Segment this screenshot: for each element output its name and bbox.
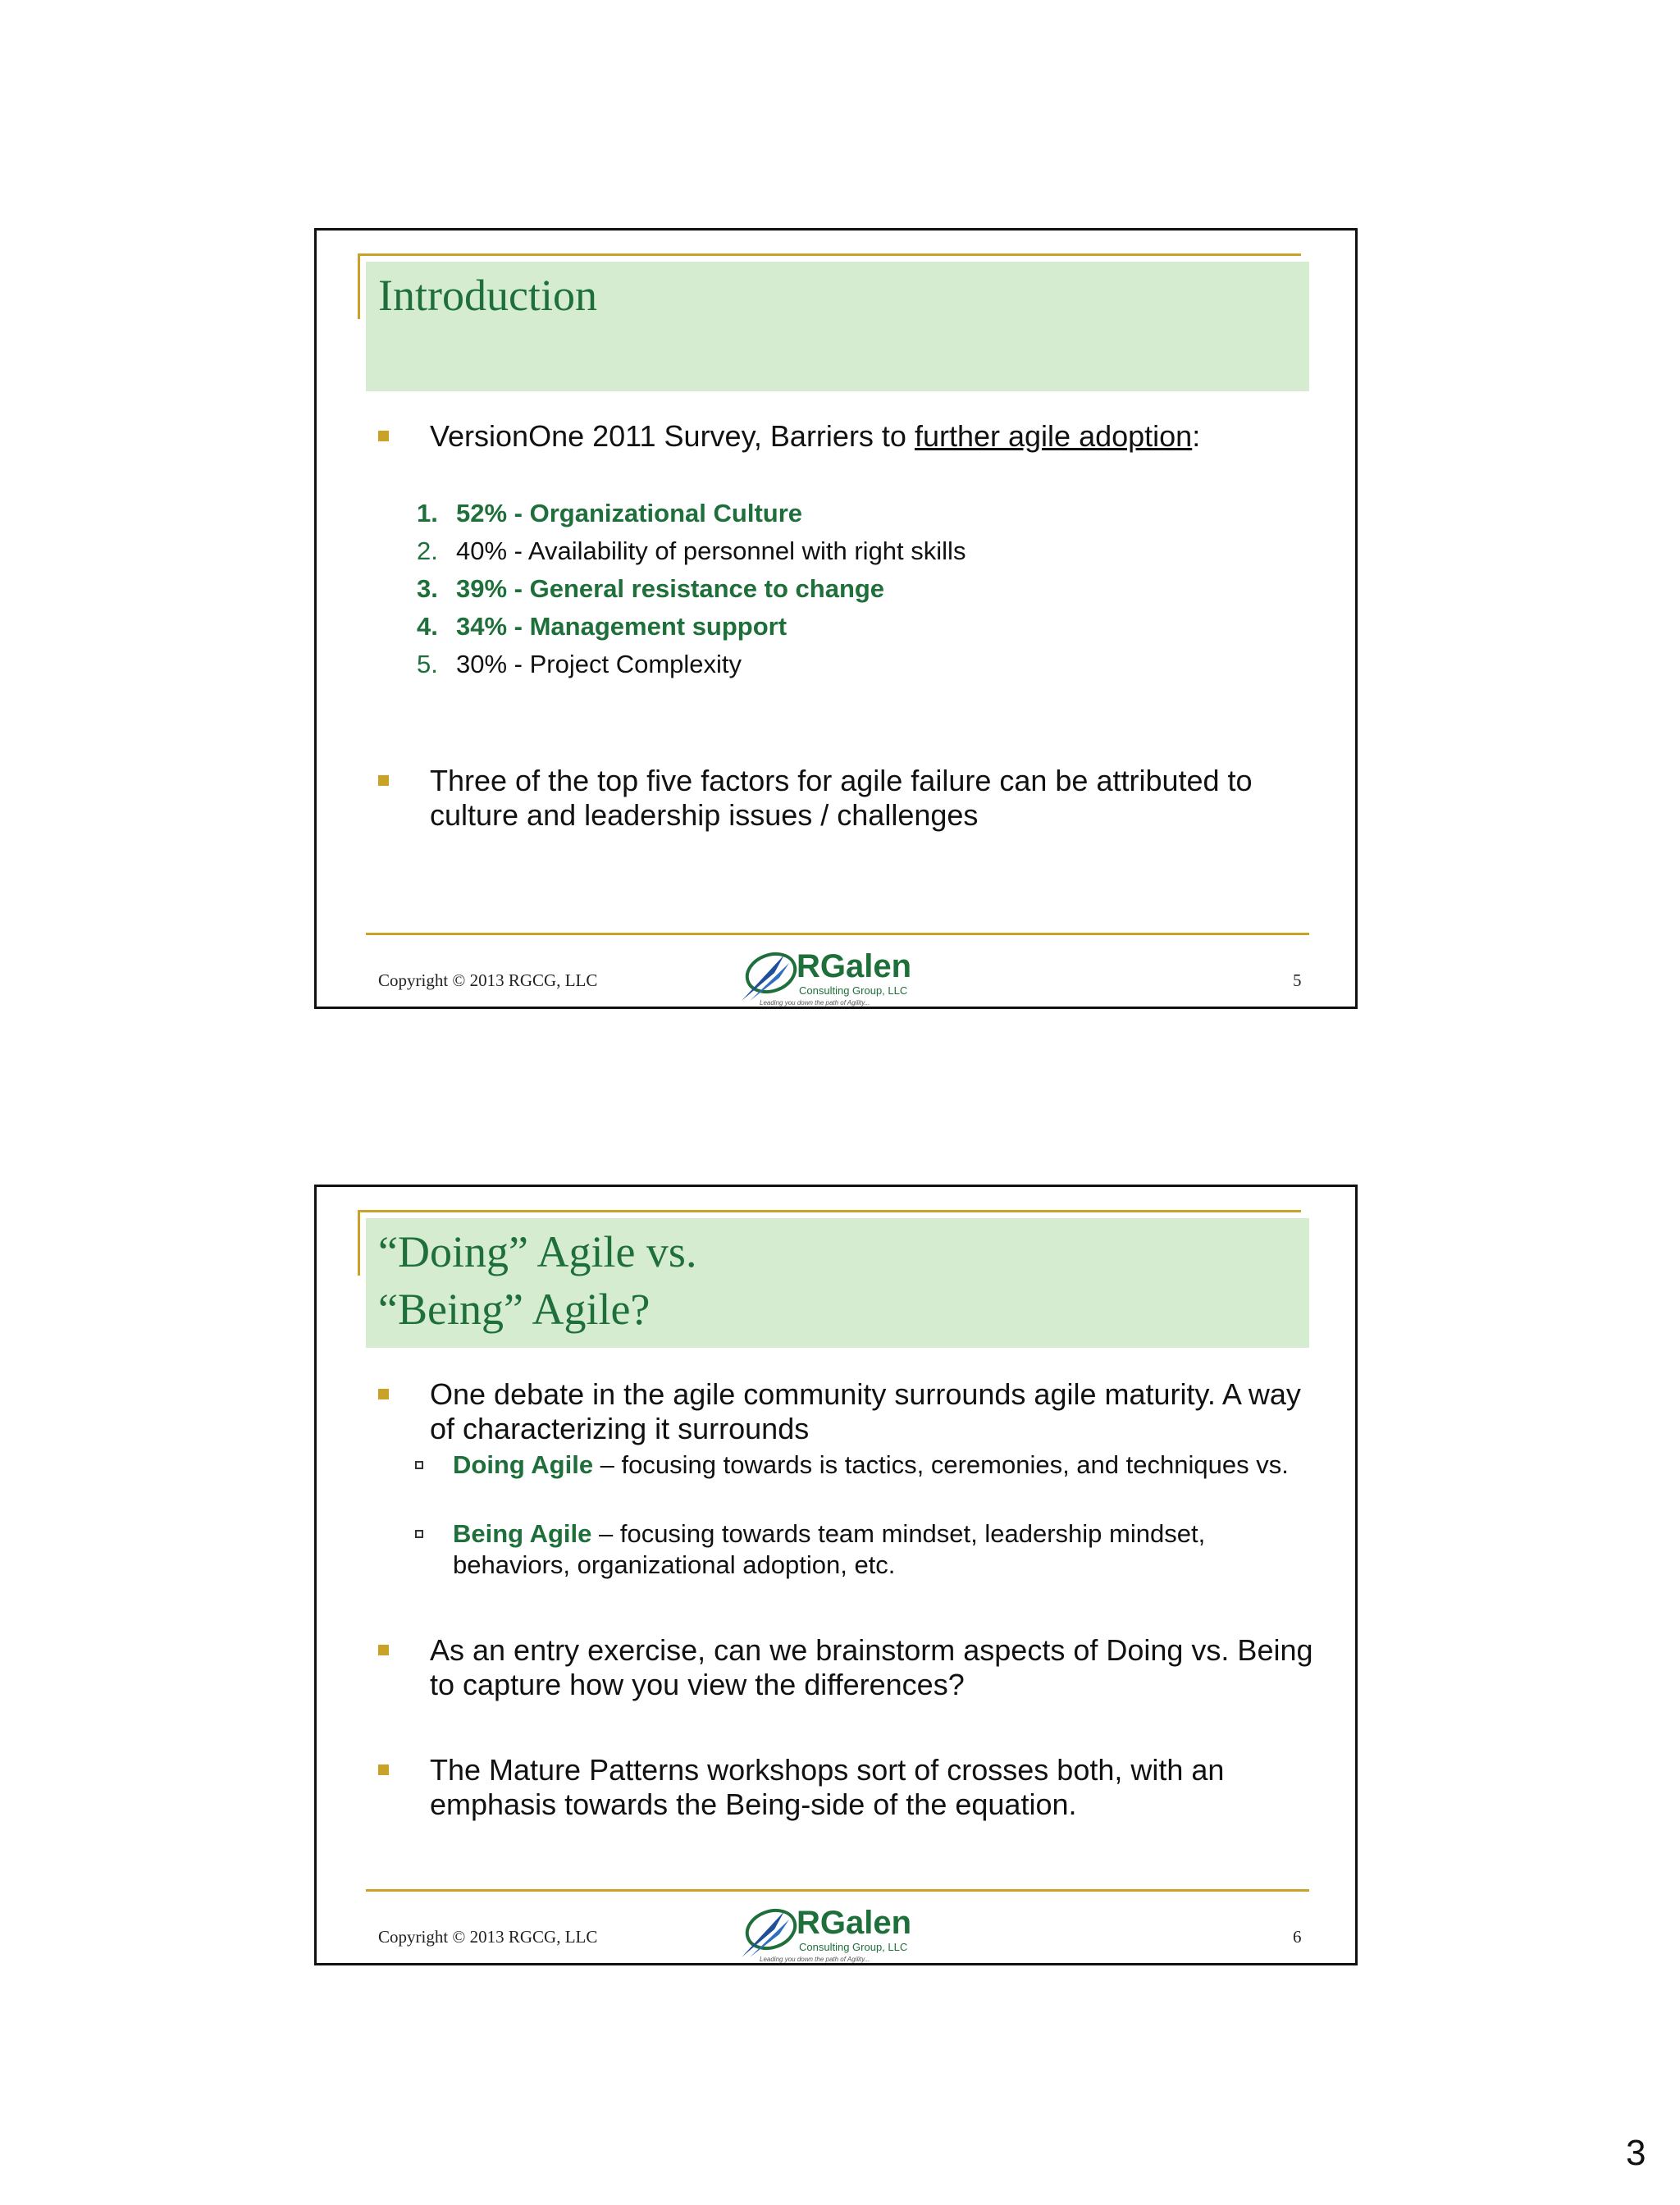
sheet-number: 3 (1626, 2133, 1646, 2173)
slide-title-line-1: “Doing” Agile vs. (378, 1227, 697, 1276)
rgalen-swoosh-icon (735, 948, 801, 1006)
accent-line-top (358, 1210, 1301, 1212)
accent-line-left (358, 253, 360, 319)
logo-tagline: Leading you down the path of Agility... (760, 999, 870, 1007)
slide-title-line-2: “Being” Agile? (378, 1285, 651, 1334)
bullet-text-suffix: : (1192, 419, 1201, 453)
sub-bullet-lead: Being Agile (453, 1519, 592, 1548)
footer-line (366, 933, 1309, 935)
logo-subtitle: Consulting Group, LLC (799, 1941, 908, 1953)
rgalen-swoosh-icon (735, 1905, 801, 1962)
footer-line (366, 1889, 1309, 1892)
logo-tagline: Leading you down the path of Agility... (760, 1956, 870, 1963)
page-number: 6 (1293, 1927, 1302, 1947)
sub-bullet-text: – focusing towards is tactics, ceremonies, and techniques vs. (593, 1450, 1289, 1479)
copyright: Copyright © 2013 RGCG, LLC (378, 970, 598, 990)
slide-title: Introduction (378, 271, 597, 320)
slide-2: “Doing” Agile vs. “Being” Agile? One debate in the agile community surrounds agile maturity. A way of characterizing it surrounds Doing Agile – focusing towards is tactics, ceremonies, and techniques vs. Being Agile – focusing towards team mindset, leadership mindset, behaviors, organizational adoption, etc. As an entry exercise, can we brainstorm aspects of Doing vs. Being to capture how you view the differences? The Mature Patterns workshops sort of crosses both, with an emphasis towards the Being-side of the equation. Copyright © 2013 RGCG, LLC RGalen Consulting Group, LLC Leading you down the path of Agility... 6 (314, 1185, 1358, 1965)
list-item: 3. 39% - General resistance to change (417, 574, 885, 603)
list-item: 1. 52% - Organizational Culture (417, 499, 803, 527)
logo-brand: RGalen (797, 948, 912, 984)
barrier-list (417, 495, 966, 683)
accent-line-top (358, 253, 1301, 256)
list-item: 2. 40% - Availability of personnel with right skills (417, 536, 966, 565)
bullet-square-icon (378, 775, 389, 786)
copyright: Copyright © 2013 RGCG, LLC (378, 1927, 598, 1947)
bullet-text-prefix: VersionOne 2011 Survey, Barriers to (430, 419, 915, 453)
bullet-square-icon (378, 431, 389, 441)
rgalen-logo (735, 948, 915, 1010)
sub-bullet-text: – focusing towards team mindset, leadership mindset, behaviors, organizational adoption, etc. (453, 1519, 1206, 1579)
bullet-square-icon (378, 1764, 389, 1775)
bullet-text-underlined: further agile adoption (914, 419, 1193, 453)
list-item: 5. 30% - Project Complexity (417, 650, 742, 678)
logo-subtitle: Consulting Group, LLC (799, 984, 908, 997)
rgalen-logo (735, 1905, 915, 1966)
slide-title (378, 1223, 696, 1338)
sub-bullet-square-icon (415, 1530, 423, 1538)
sub-bullet-square-icon (415, 1461, 423, 1469)
sub-bullet-lead: Doing Agile (453, 1450, 594, 1479)
logo-brand: RGalen (797, 1905, 912, 1941)
list-item: 4. 34% - Management support (417, 612, 788, 641)
accent-line-left (358, 1210, 360, 1276)
bullet-square-icon (378, 1645, 389, 1655)
slide-1: Introduction VersionOne 2011 Survey, Barriers to further agile adoption: 1. 52% - Organizational Culture 2. 40% - Availability of personnel with right skills 3. 39% - General resistance to change 4. 34% - Management support 5. 30% - Project Complexity Three of the top five factors for agile failure can be attributed to culture and leadership issues / challenges Copyright © 2013 RGCG, LLC RGalen Consulting Group, LLC Leading you down the path of Agility... 5 (314, 228, 1358, 1009)
page-number: 5 (1293, 970, 1302, 990)
bullet-square-icon (378, 1389, 389, 1399)
